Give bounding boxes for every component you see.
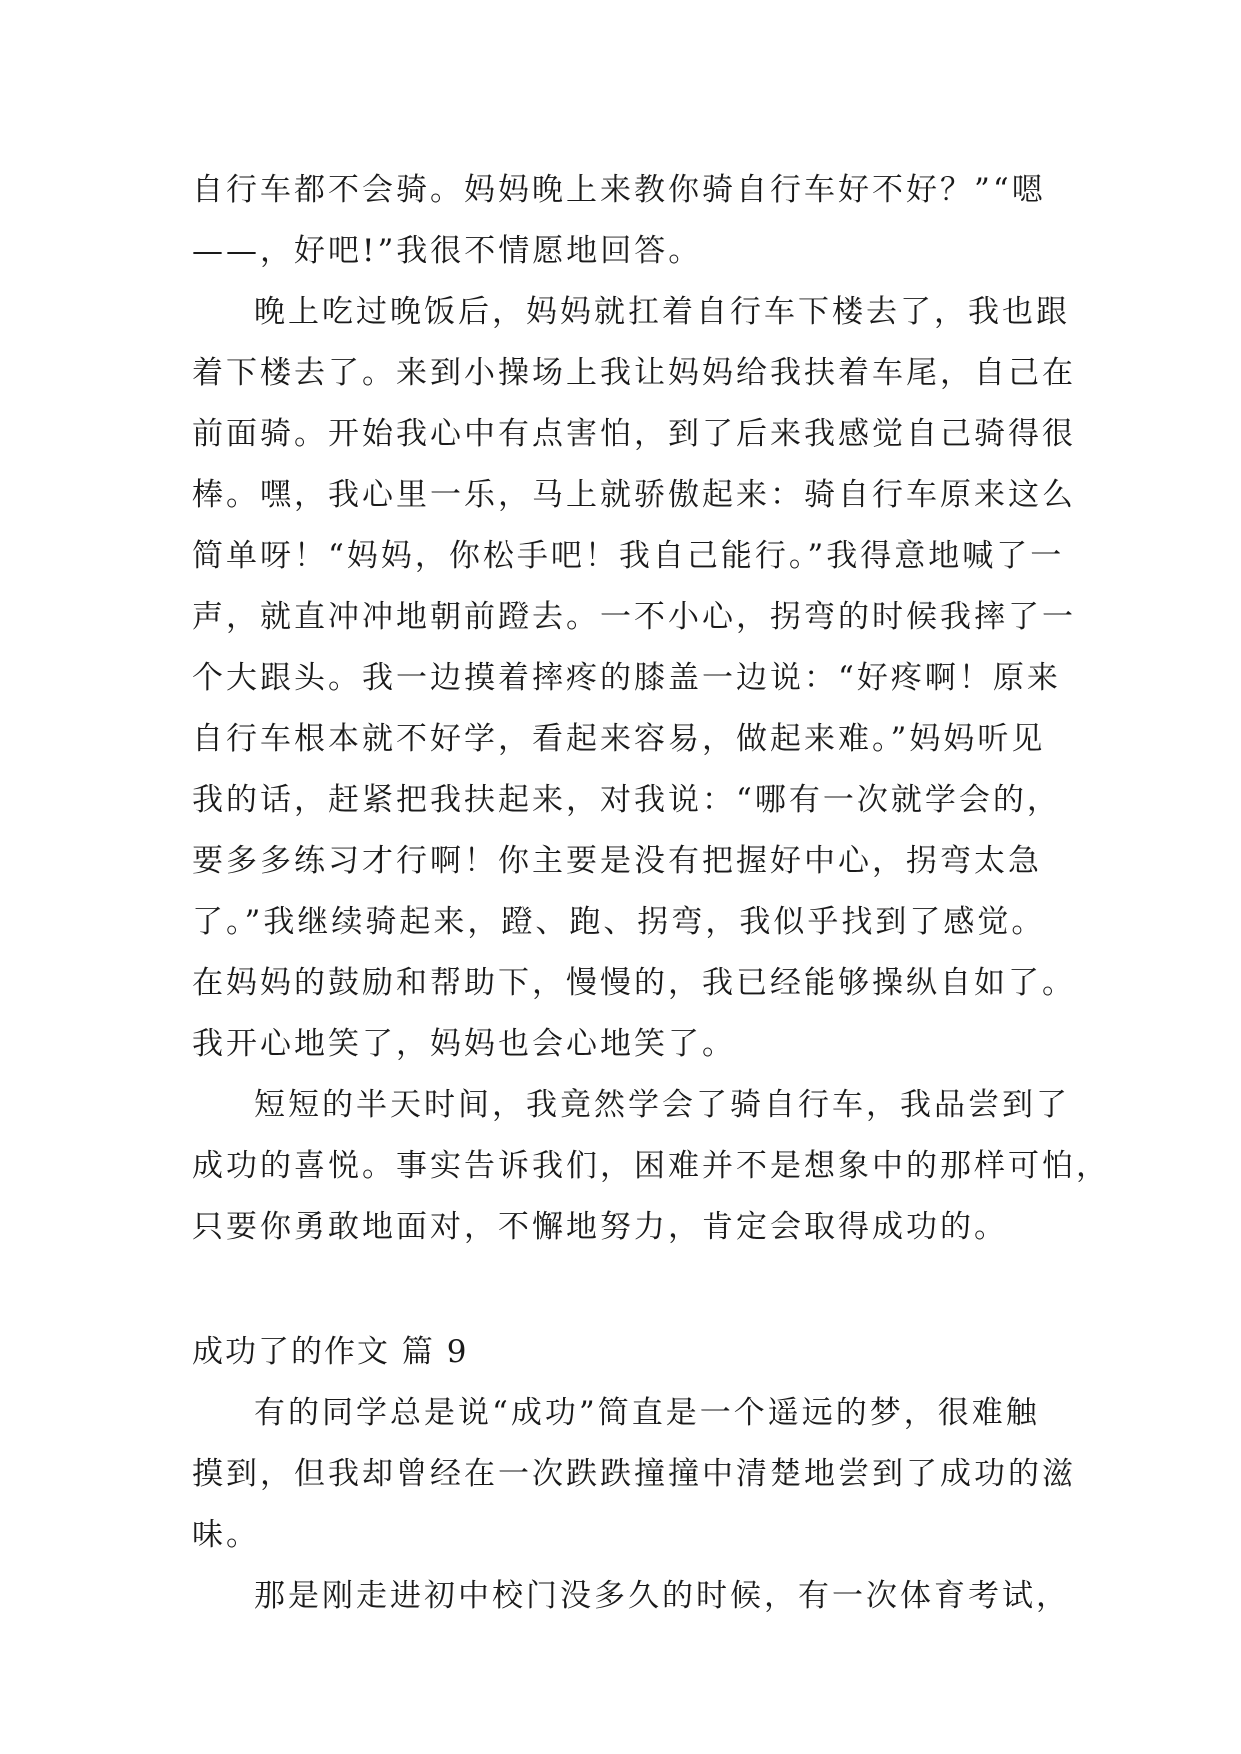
text-line: 简单呀！“妈妈，你松手吧！我自己能行。”我得意地喊了一 bbox=[192, 538, 1065, 574]
text-line: 个大跟头。我一边摸着摔疼的膝盖一边说：“好疼啊！原来 bbox=[192, 660, 1061, 696]
text-line: 味。 bbox=[192, 1517, 260, 1553]
paragraph bbox=[192, 160, 1062, 282]
text-line: 声，就直冲冲地朝前蹬去。一不小心，拐弯的时候我摔了一 bbox=[192, 599, 1076, 635]
section-gap bbox=[192, 1258, 1062, 1322]
text-line: 成功的喜悦。事实告诉我们，困难并不是想象中的那样可怕， bbox=[192, 1148, 1110, 1184]
text-line: 着下楼去了。来到小操场上我让妈妈给我扶着车尾，自己在 bbox=[192, 355, 1076, 391]
text-line: 自行车根本就不好学，看起来容易，做起来难。”妈妈听见 bbox=[192, 721, 1046, 757]
text-line: 有的同学总是说“成功”简直是一个遥远的梦，很难触 bbox=[254, 1395, 1040, 1431]
text-line: 摸到，但我却曾经在一次跌跌撞撞中清楚地尝到了成功的滋 bbox=[192, 1456, 1076, 1492]
text-line: 自行车都不会骑。妈妈晚上来教你骑自行车好不好？”“嗯 bbox=[192, 172, 1046, 208]
text-line: 前面骑。开始我心中有点害怕，到了后来我感觉自己骑得很 bbox=[192, 416, 1076, 452]
paragraph bbox=[192, 1383, 1076, 1566]
text-line: 要多多练习才行啊！你主要是没有把握好中心，拐弯太急 bbox=[192, 843, 1042, 879]
section-heading: 成功了的作文 篇 9 bbox=[192, 1334, 469, 1370]
text-line: 在妈妈的鼓励和帮助下，慢慢的，我已经能够操纵自如了。 bbox=[192, 965, 1076, 1001]
text-line: 我开心地笑了，妈妈也会心地笑了。 bbox=[192, 1026, 736, 1062]
paragraph bbox=[192, 1075, 1110, 1258]
text-line: 了。”我继续骑起来，蹬、跑、拐弯，我似乎找到了感觉。 bbox=[192, 904, 1046, 940]
text-line: 只要你勇敢地面对，不懈地努力，肯定会取得成功的。 bbox=[192, 1209, 1008, 1245]
text-line: 那是刚走进初中校门没多久的时候，有一次体育考试， bbox=[254, 1578, 1070, 1614]
document-body bbox=[192, 160, 1110, 1627]
text-line: 短短的半天时间，我竟然学会了骑自行车，我品尝到了 bbox=[254, 1087, 1070, 1123]
paragraph bbox=[192, 282, 1076, 1075]
text-line: 棒。嘿，我心里一乐，马上就骄傲起来：骑自行车原来这么 bbox=[192, 477, 1076, 513]
paragraph bbox=[192, 1566, 1070, 1627]
text-line: 晚上吃过晚饭后，妈妈就扛着自行车下楼去了，我也跟 bbox=[254, 294, 1070, 330]
text-line: ——，好吧!”我很不情愿地回答。 bbox=[192, 233, 703, 269]
text-line: 我的话，赶紧把我扶起来，对我说：“哪有一次就学会的， bbox=[192, 782, 1061, 818]
